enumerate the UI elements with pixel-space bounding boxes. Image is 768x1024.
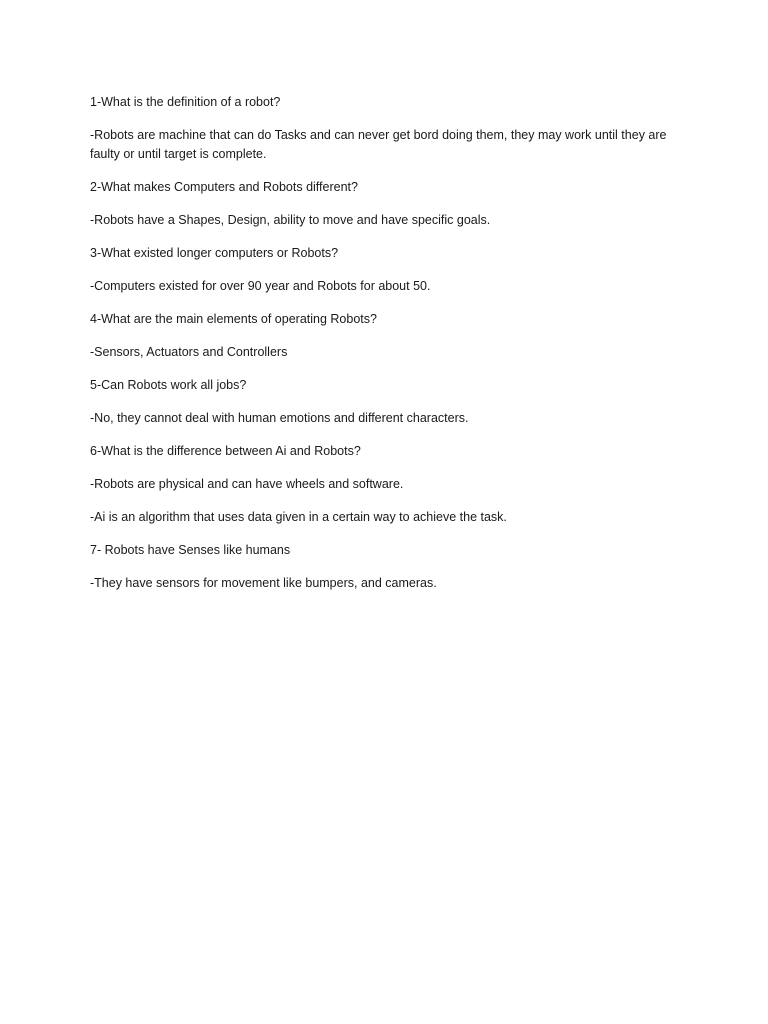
answer-1: -Robots are machine that can do Tasks and can never get bord doing them, they may work until they are faulty or until target is complete. [90, 128, 667, 161]
question-2: 2-What makes Computers and Robots different? [90, 180, 358, 194]
question-7: 7- Robots have Senses like humans [90, 543, 291, 557]
answer-3: -Computers existed for over 90 year and Robots for about 50. [90, 279, 431, 293]
question-3: 3-What existed longer computers or Robots? [90, 246, 339, 260]
question-4: 4-What are the main elements of operating Robots? [90, 312, 377, 326]
document-body [90, 93, 680, 607]
answer-5: -No, they cannot deal with human emotions and different characters. [90, 411, 469, 425]
answer-2: -Robots have a Shapes, Design, ability to move and have specific goals. [90, 213, 491, 227]
answer-7: -They have sensors for movement like bumpers, and cameras. [90, 576, 437, 590]
answer-6b: -Ai is an algorithm that uses data given in a certain way to achieve the task. [90, 510, 507, 524]
question-5: 5-Can Robots work all jobs? [90, 378, 247, 392]
question-6: 6-What is the difference between Ai and Robots? [90, 444, 361, 458]
answer-6a: -Robots are physical and can have wheels and software. [90, 477, 404, 491]
answer-4: -Sensors, Actuators and Controllers [90, 345, 288, 359]
question-1: 1-What is the definition of a robot? [90, 95, 281, 109]
